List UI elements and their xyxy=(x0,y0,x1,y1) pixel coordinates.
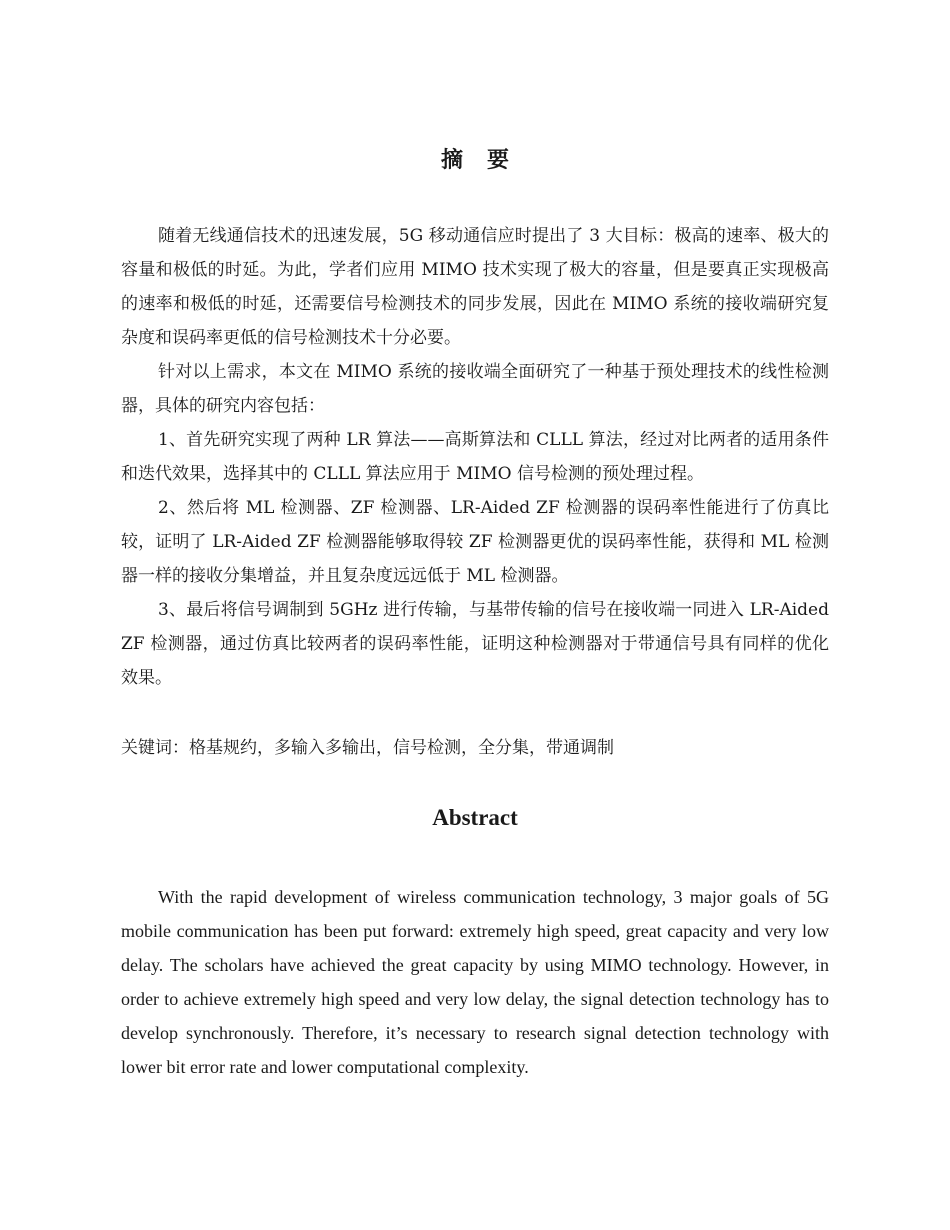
chinese-paragraph-1: 随着无线通信技术的迅速发展，5G 移动通信应时提出了 3 大目标：极高的速率、极大的容量和极低的时延。为此，学者们应用 MIMO 技术实现了极大的容量，但是要真正实现极高的速率和极低的时延，还需要信号检测技术的同步发展，因此在 MIMO 系统的接收端研究复杂度和误码率更低的信号检测技术十分必要。 xyxy=(121,226,829,348)
chinese-keywords: 关键词：格基规约，多输入多输出，信号检测，全分集，带通调制 xyxy=(121,738,614,758)
chinese-paragraph-3: 1、首先研究实现了两种 LR 算法——高斯算法和 CLLL 算法，经过对比两者的适用条件和迭代效果，选择其中的 CLLL 算法应用于 MIMO 信号检测的预处理过程。 xyxy=(121,430,829,484)
english-abstract-body xyxy=(121,880,829,1084)
english-paragraph-1: With the rapid development of wireless communication technology, 3 major goals of 5G mobile communication has been put forward: extremely high speed, great capacity and very low delay. The scholars have achieved the great capacity by using MIMO technology. However, in order to achieve extremely high speed and very low delay, the signal detection technology has to develop synchronously. Therefore, it’s necessary to research signal detection technology with lower bit error rate and lower computational complexity. xyxy=(121,887,829,1077)
chinese-paragraph-4: 2、然后将 ML 检测器、ZF 检测器、LR-Aided ZF 检测器的误码率性能进行了仿真比较，证明了 LR-Aided ZF 检测器能够取得较 ZF 检测器更优的误码率性能，获得和 ML 检测器一样的接收分集增益，并且复杂度远远低于 ML 检测器。 xyxy=(121,498,829,586)
chinese-abstract-body xyxy=(121,219,829,695)
english-abstract-title: Abstract xyxy=(432,805,518,830)
chinese-abstract-title: 摘要 xyxy=(440,147,533,173)
chinese-paragraph-2: 针对以上需求，本文在 MIMO 系统的接收端全面研究了一种基于预处理技术的线性检测器，具体的研究内容包括： xyxy=(121,362,829,416)
chinese-paragraph-5: 3、最后将信号调制到 5GHz 进行传输，与基带传输的信号在接收端一同进入 LR-Aided ZF 检测器，通过仿真比较两者的误码率性能，证明这种检测器对于带通信号具有同样的优化效果。 xyxy=(121,600,829,688)
